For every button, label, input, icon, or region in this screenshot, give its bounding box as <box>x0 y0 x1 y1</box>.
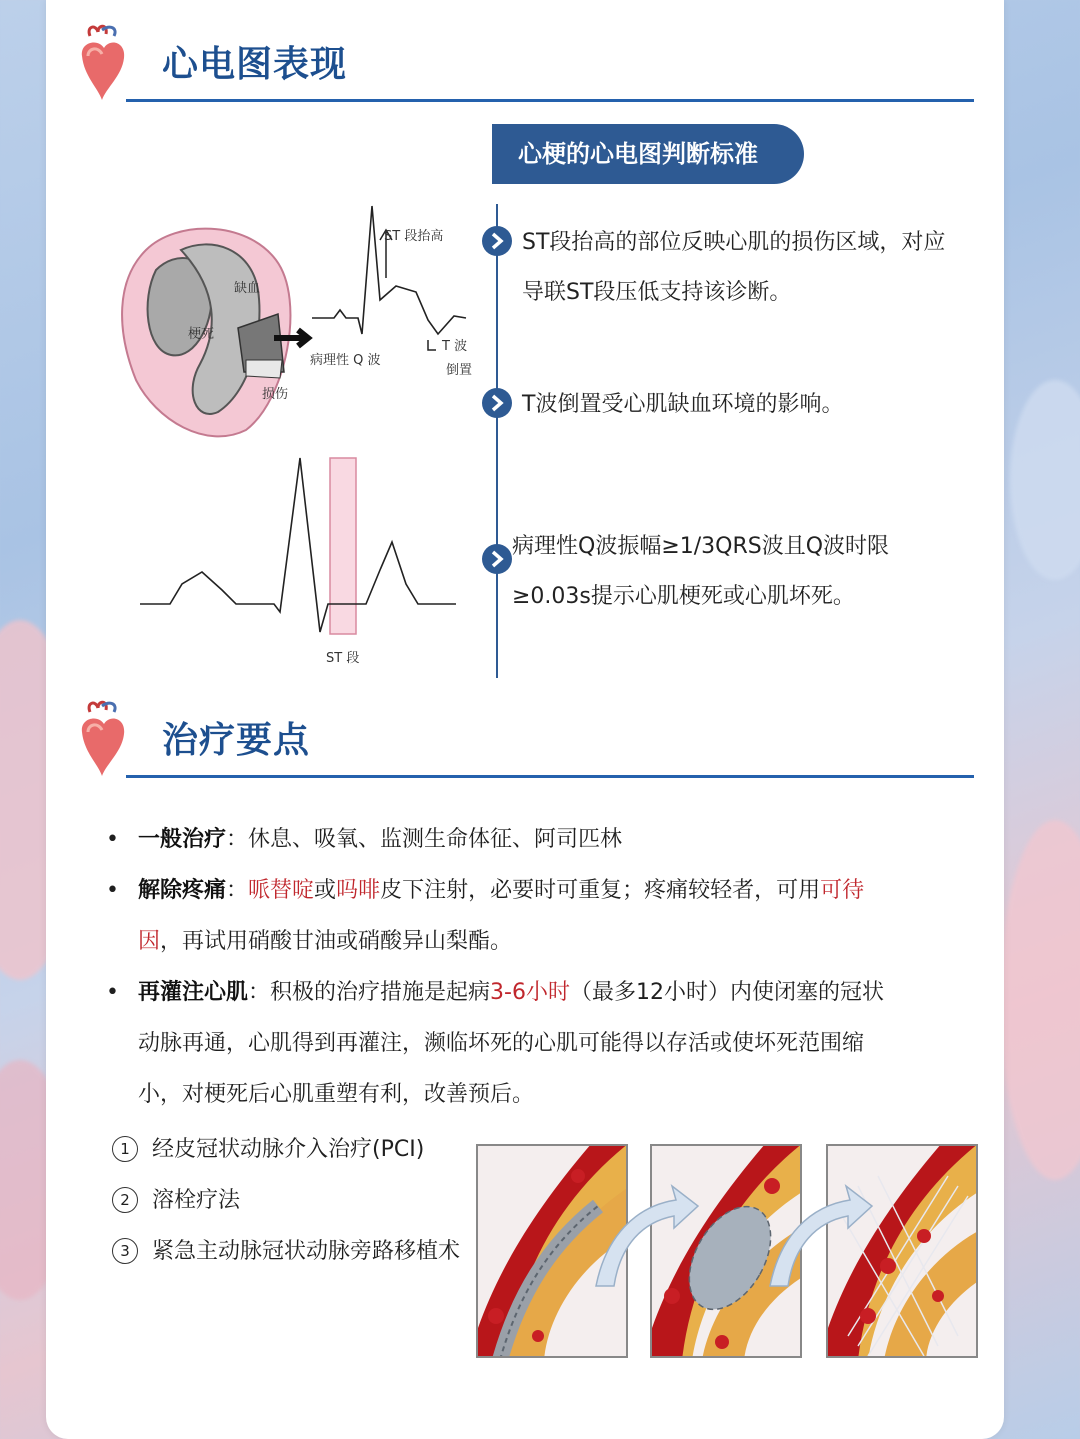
section-divider <box>126 775 974 778</box>
bullet-icon: • <box>106 878 119 903</box>
corner-arrow-icon <box>428 340 436 350</box>
option-text: 溶栓疗法 <box>152 1188 241 1213</box>
ecg-label-inverted: 倒置 <box>446 363 473 378</box>
treatment-text: ： <box>226 878 249 903</box>
treatment-text: 或 <box>314 878 337 903</box>
drug-name: 吗啡 <box>336 878 381 903</box>
section-title: 治疗要点 <box>162 720 311 761</box>
chevron-right-icon <box>482 544 512 574</box>
heart-label-injury: 损伤 <box>262 387 289 402</box>
bullet-icon: • <box>106 980 119 1005</box>
background-petal <box>1010 380 1080 580</box>
criteria-text: 病理性Q波振幅≥1/3QRS波且Q波时限≥0.03s提示心肌梗死或心肌坏死。 <box>512 534 890 609</box>
drug-name: 哌替啶 <box>248 878 315 903</box>
option-item <box>112 1132 424 1163</box>
treatment-label: 解除疼痛 <box>138 878 227 903</box>
ecg-label-st-segment: ST 段 <box>326 651 360 666</box>
heart-label-ischemia: 缺血 <box>234 281 261 296</box>
st-segment-band <box>330 458 356 634</box>
ecg-diagram <box>46 0 486 700</box>
treatment-text: 皮下注射，必要时可重复；疼痛较轻者，可用 <box>380 878 821 903</box>
treatment-label: 再灌注心肌 <box>138 980 249 1005</box>
option-text: 经皮冠状动脉介入治疗(PCI) <box>152 1137 425 1162</box>
ecg-label-st-elevation: ST 段抬高 <box>384 229 444 244</box>
option-number: 2 <box>112 1187 138 1213</box>
time-window: 3-6小时 <box>490 980 570 1005</box>
bullet-icon: • <box>106 827 119 852</box>
arrow-right-icon <box>586 1176 706 1296</box>
section-title: 心电图表现 <box>162 44 348 85</box>
treatment-text: ，再试用硝酸甘油或硝酸异山梨酯。 <box>160 929 513 954</box>
treatment-label: 一般治疗 <box>138 827 227 852</box>
chevron-right-icon <box>482 226 512 256</box>
treatment-text: （最多12小时）内使闭塞的冠状动脉再通，心肌得到再灌注，濒临坏死的心肌可能得以存活或使坏死范围缩小，对梗死后心肌重塑有利，改善预后。 <box>138 980 884 1107</box>
option-number: 3 <box>112 1238 138 1264</box>
ecg-st-elevation-trace <box>312 206 466 334</box>
heart-icon <box>76 698 130 778</box>
ecg-label-t-wave: T 波 <box>442 339 468 354</box>
content-card <box>46 0 1004 1439</box>
option-item <box>112 1234 460 1265</box>
option-item <box>112 1183 240 1214</box>
treatment-text: ：休息、吸氧、监测生命体征、阿司匹林 <box>226 827 623 852</box>
chevron-right-icon <box>482 388 512 418</box>
criteria-timeline-line <box>496 204 498 678</box>
treatment-section-header <box>76 698 974 778</box>
ecg-normal-trace <box>140 458 456 632</box>
arrow-right-icon <box>760 1176 880 1296</box>
option-text: 紧急主动脉冠状动脉旁路移植术 <box>152 1239 461 1264</box>
treatment-text: ：积极的治疗措施是起病 <box>248 980 491 1005</box>
criteria-header: 心梗的心电图判断标准 <box>492 124 804 184</box>
heart-label-infarct: 梗死 <box>188 327 215 342</box>
background-petal <box>1000 820 1080 1180</box>
ecg-label-pathologic-q: 病理性 Q 波 <box>310 353 381 368</box>
criteria-text: ST段抬高的部位反映心肌的损伤区域，对应导联ST段压低支持该诊断。 <box>522 230 946 305</box>
criteria-text: T波倒置受心肌缺血环境的影响。 <box>522 392 844 417</box>
drug-name: 可待因 <box>138 878 865 954</box>
option-number: 1 <box>112 1136 138 1162</box>
